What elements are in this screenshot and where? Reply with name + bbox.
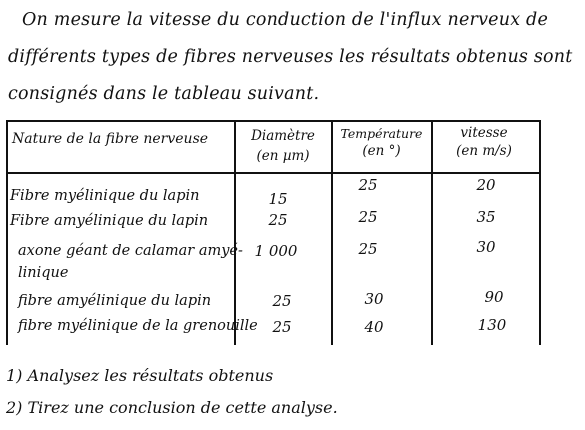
header-temperature: Température [340,126,423,141]
header-temperature-unit: (en °) [362,143,401,159]
row-3-temperature: 25 [358,240,378,258]
column-divider-3 [431,120,433,345]
row-1-diametre: 15 [268,190,288,208]
results-table [6,120,541,345]
row-1-nature: Fibre myélinique du lapin [10,188,200,204]
table-header-divider [6,172,541,174]
question-1: 1) Analysez les résultats obtenus [6,366,274,385]
row-1-temperature: 25 [358,176,378,194]
table-right-border [539,120,541,345]
column-divider-2 [331,120,333,345]
intro-line-1: On mesure la vitesse du conduction de l'influx nerveux de [22,10,549,30]
column-divider-1 [234,120,236,345]
row-5-vitesse: 130 [477,316,507,334]
row-2-diametre: 25 [268,211,288,229]
table-left-border [6,120,8,345]
table-top-border [6,120,541,122]
question-2: 2) Tirez une conclusion de cette analyse. [6,398,338,417]
row-4-nature: fibre amyélinique du lapin [18,293,212,309]
row-3-nature-continued: linique [18,265,69,281]
row-5-diametre: 25 [272,318,292,336]
header-vitesse-unit: (en m/s) [456,143,512,159]
row-2-temperature: 25 [358,208,378,226]
row-2-vitesse: 35 [476,208,496,226]
row-3-nature: axone géant de calamar amyé- [18,243,243,259]
row-2-nature: Fibre amyélinique du lapin [10,213,209,229]
row-1-vitesse: 20 [476,176,496,194]
intro-line-3: consignés dans le tableau suivant. [8,84,320,104]
row-4-vitesse: 90 [484,288,504,306]
row-5-nature: fibre myélinique de la grenouille [18,318,258,334]
header-nature: Nature de la fibre nerveuse [12,131,209,147]
header-diametre-unit: (en µm) [256,148,310,164]
row-4-diametre: 25 [272,292,292,310]
row-4-temperature: 30 [364,290,384,308]
header-diametre: Diamètre [251,128,315,144]
row-5-temperature: 40 [364,318,384,336]
row-3-vitesse: 30 [476,238,496,256]
row-3-diametre: 1 000 [254,242,298,260]
intro-line-2: différents types de fibres nerveuses les résultats obtenus sont [8,47,573,67]
header-vitesse: vitesse [460,125,508,141]
